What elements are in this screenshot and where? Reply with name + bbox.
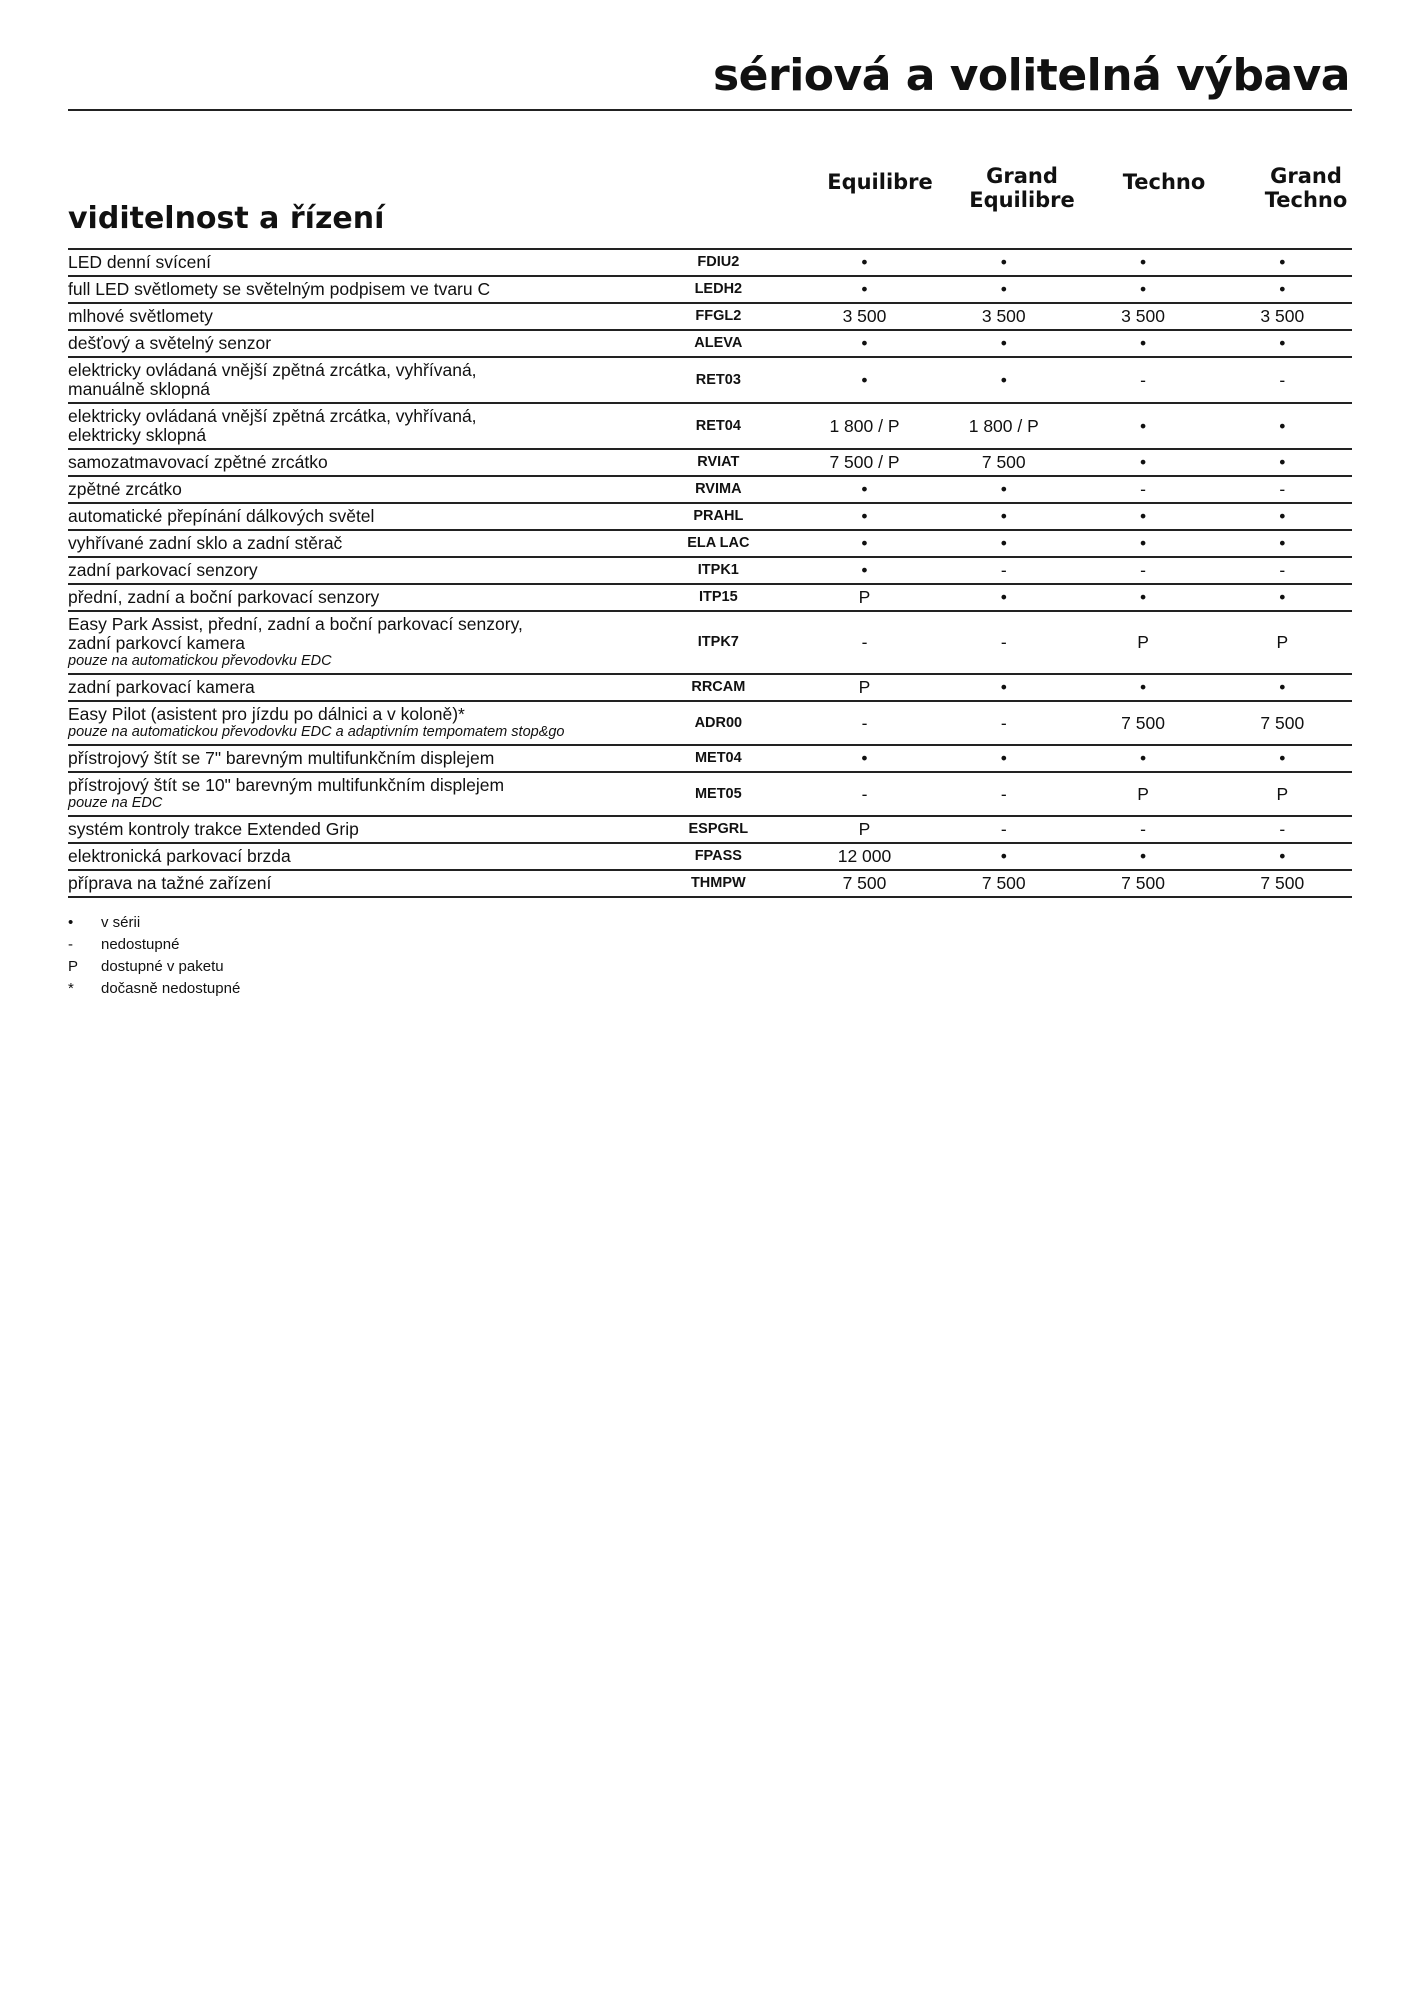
trim-value: • [1279, 506, 1286, 526]
row-label-line: příprava na tažné zařízení [68, 873, 272, 893]
table-row [68, 817, 1352, 844]
row-label-line: full LED světlomety se světelným podpisem ve tvaru C [68, 279, 491, 299]
trim-value: 7 500 [1121, 712, 1165, 733]
trim-value: • [1279, 587, 1286, 607]
row-label-line: dešťový a světelný senzor [68, 333, 272, 353]
table-row [68, 558, 1352, 585]
row-label [68, 558, 642, 583]
trim-value: • [1000, 587, 1007, 607]
row-label [68, 277, 642, 302]
trim-value: • [1139, 748, 1147, 768]
trim-value: - [1140, 479, 1146, 499]
trim-value: • [1000, 279, 1007, 299]
column-header [951, 164, 1093, 212]
trim-value: 3 500 [981, 306, 1026, 326]
trim-value: - [1000, 819, 1007, 839]
trim-value: • [1139, 279, 1147, 299]
trim-value: - [1279, 369, 1286, 390]
table-row [68, 331, 1352, 358]
legend-symbol: - [68, 936, 73, 953]
option-code: RET03 [695, 371, 741, 388]
row-label [68, 585, 642, 610]
option-code: ESPGRL [688, 821, 749, 837]
page-title: sériová a volitelná výbava [712, 50, 1350, 101]
trim-value: P [1276, 783, 1289, 804]
trim-value: - [1140, 560, 1146, 580]
trim-value: • [1000, 333, 1007, 353]
column-header-line: Techno [1122, 170, 1206, 194]
row-label [68, 871, 642, 896]
legend-text: dočasně nedostupné [101, 980, 241, 997]
option-code: RVIMA [695, 481, 742, 497]
row-label [68, 844, 642, 869]
legend-item [68, 956, 240, 978]
trim-value: - [1000, 632, 1007, 652]
trim-value: • [1279, 533, 1286, 553]
row-label-line: zpětné zrcátko [68, 479, 182, 499]
trim-value: • [1000, 479, 1007, 499]
trim-value: • [861, 533, 868, 553]
trim-value: 7 500 [981, 452, 1026, 472]
option-code: MET04 [694, 750, 742, 766]
column-header [1093, 170, 1235, 194]
trim-value: - [861, 712, 868, 733]
column-header [809, 170, 951, 194]
trim-value: 7 500 [842, 873, 887, 893]
trim-value: • [1139, 333, 1147, 353]
trim-value: • [1139, 533, 1147, 553]
row-label-line: manuálně sklopná [68, 379, 211, 399]
trim-value: • [1139, 846, 1147, 866]
row-label [68, 504, 642, 529]
trim-value: P [1276, 632, 1289, 652]
row-label [68, 612, 642, 673]
row-label [68, 250, 642, 275]
row-label-line: zadní parkovcí kamera [68, 633, 246, 653]
trim-value: 1 800 / P [829, 415, 900, 436]
option-code: FPASS [694, 848, 742, 864]
row-label [68, 675, 642, 700]
trim-value: P [1137, 783, 1149, 804]
trim-value: 12 000 [837, 846, 892, 866]
row-label [68, 450, 642, 475]
trim-value: 3 500 [842, 306, 887, 326]
table-row [68, 304, 1352, 331]
option-code: MET05 [694, 785, 742, 802]
row-label [68, 477, 642, 502]
trim-value: P [1137, 632, 1149, 652]
trim-value: • [1000, 369, 1007, 390]
trim-value: 3 500 [1260, 306, 1305, 326]
row-label-line: automatické přepínání dálkových světel [68, 506, 375, 526]
table-row [68, 871, 1352, 898]
row-label-line: přístrojový štít se 10" barevným multifunkčním displejem [68, 775, 505, 795]
column-header-line: Grand [986, 164, 1058, 188]
row-label [68, 817, 642, 842]
column-header-line: Techno [1264, 188, 1348, 212]
option-code: ITPK1 [697, 562, 739, 578]
trim-value: • [861, 369, 868, 390]
trim-value: 3 500 [1121, 306, 1165, 326]
section-title: viditelnost a řízení [68, 201, 385, 236]
trim-value: • [861, 333, 868, 353]
trim-value: • [1139, 677, 1147, 697]
legend-symbol: P [68, 958, 79, 975]
legend-item [68, 978, 240, 1000]
row-label-line: elektronická parkovací brzda [68, 846, 291, 866]
row-note: pouze na EDC [68, 795, 163, 811]
equipment-table [68, 248, 1352, 898]
row-label-line: mlhové světlomety [68, 306, 213, 326]
row-label [68, 531, 642, 556]
trim-value: • [1139, 506, 1147, 526]
trim-value: P [858, 819, 871, 839]
trim-value: - [1000, 560, 1007, 580]
column-header-line: Equilibre [827, 170, 933, 194]
trim-value: - [1279, 479, 1286, 499]
option-code: LEDH2 [694, 281, 743, 297]
trim-value: • [1279, 452, 1286, 472]
table-row [68, 504, 1352, 531]
option-code: RVIAT [697, 454, 740, 470]
trim-value: - [861, 783, 868, 804]
column-header-line: Equilibre [969, 188, 1075, 212]
row-label-line: LED denní svícení [68, 252, 211, 272]
row-label [68, 331, 642, 356]
trim-value: 7 500 [981, 873, 1026, 893]
legend-item [68, 934, 240, 956]
row-label-line: elektricky sklopná [68, 425, 207, 445]
trim-value: P [858, 587, 871, 607]
row-label [68, 304, 642, 329]
option-code: RET04 [695, 417, 741, 434]
legend-text: dostupné v paketu [101, 958, 224, 975]
legend-symbol: * [68, 980, 74, 997]
trim-value: - [1140, 369, 1146, 390]
trim-value: • [1279, 415, 1286, 436]
option-code: THMPW [690, 875, 746, 891]
option-code: ELA LAC [687, 535, 750, 551]
option-code: ITP15 [698, 589, 738, 605]
column-header [1235, 164, 1377, 212]
trim-value: • [1279, 333, 1286, 353]
trim-value: • [1000, 533, 1007, 553]
trim-value: • [1139, 587, 1147, 607]
trim-value: • [861, 506, 868, 526]
table-row [68, 585, 1352, 612]
legend-symbol: • [68, 914, 74, 931]
trim-value: 1 800 / P [968, 415, 1039, 436]
row-label-line: vyhřívané zadní sklo a zadní stěrač [68, 533, 343, 553]
row-label-line: Easy Park Assist, přední, zadní a boční parkovací senzory, [68, 614, 523, 634]
trim-value: - [861, 632, 868, 652]
option-code: FDIU2 [697, 254, 740, 270]
trim-value: - [1000, 783, 1007, 804]
option-code: ADR00 [694, 714, 743, 731]
trim-value: • [1139, 252, 1147, 272]
row-note: pouze na automatickou převodovku EDC a adaptivním tempomatem stop&go [68, 724, 565, 740]
trim-value: • [1279, 677, 1286, 697]
trim-value: 7 500 / P [829, 452, 900, 472]
legend-text: nedostupné [101, 936, 180, 953]
trim-value: • [1279, 748, 1286, 768]
trim-value: • [1139, 415, 1147, 436]
trim-value: 7 500 [1260, 873, 1305, 893]
trim-value: • [1279, 846, 1286, 866]
trim-value: • [1000, 677, 1007, 697]
trim-value: • [861, 279, 868, 299]
trim-value: • [1000, 506, 1007, 526]
option-code: FFGL2 [695, 308, 742, 324]
row-label [68, 773, 642, 815]
trim-value: - [1140, 819, 1146, 839]
trim-value: • [861, 748, 868, 768]
row-label-line: elektricky ovládaná vnější zpětná zrcátka, vyhřívaná, [68, 406, 477, 426]
trim-value: 7 500 [1260, 712, 1305, 733]
trim-value: • [861, 479, 868, 499]
trim-value: 7 500 [1121, 873, 1165, 893]
trim-value: • [861, 560, 868, 580]
table-row [68, 531, 1352, 558]
table-row [68, 358, 1352, 404]
trim-value: P [858, 677, 871, 697]
row-label-line: přední, zadní a boční parkovací senzory [68, 587, 380, 607]
row-label [68, 702, 642, 744]
legend-item [68, 912, 240, 934]
trim-value: • [1000, 748, 1007, 768]
trim-value: - [1279, 819, 1286, 839]
table-row [68, 746, 1352, 773]
option-code: ALEVA [694, 335, 743, 351]
table-row [68, 675, 1352, 702]
row-label-line: elektricky ovládaná vnější zpětná zrcátka, vyhřívaná, [68, 360, 477, 380]
trim-value: • [1000, 846, 1007, 866]
legend [68, 912, 240, 1000]
trim-value: - [1000, 712, 1007, 733]
legend-text: v sérii [101, 914, 141, 931]
table-row [68, 450, 1352, 477]
table-row [68, 612, 1352, 675]
table-row [68, 702, 1352, 746]
row-label-line: zadní parkovací kamera [68, 677, 255, 697]
trim-value: • [1279, 279, 1286, 299]
row-label [68, 404, 642, 448]
table-row [68, 404, 1352, 450]
row-label [68, 746, 642, 771]
trim-value: • [861, 252, 868, 272]
row-label [68, 358, 642, 402]
table-row [68, 844, 1352, 871]
option-code: ITPK7 [697, 634, 739, 650]
row-label-line: Easy Pilot (asistent pro jízdu po dálnici a v koloně)* [68, 704, 465, 724]
row-note: pouze na automatickou převodovku EDC [68, 653, 332, 669]
option-code: PRAHL [693, 508, 744, 524]
row-label-line: zadní parkovací senzory [68, 560, 258, 580]
table-row [68, 250, 1352, 277]
trim-value: • [1279, 252, 1286, 272]
column-header-line: Grand [1270, 164, 1342, 188]
option-code: RRCAM [691, 679, 746, 695]
row-label-line: systém kontroly trakce Extended Grip [68, 819, 359, 839]
trim-value: - [1279, 560, 1286, 580]
trim-value: • [1000, 252, 1007, 272]
row-label-line: samozatmavovací zpětné zrcátko [68, 452, 328, 472]
row-label-line: přístrojový štít se 7" barevným multifunkčním displejem [68, 748, 495, 768]
table-row [68, 477, 1352, 504]
table-row [68, 773, 1352, 817]
table-row [68, 277, 1352, 304]
title-divider [68, 109, 1352, 111]
trim-value: • [1139, 452, 1147, 472]
